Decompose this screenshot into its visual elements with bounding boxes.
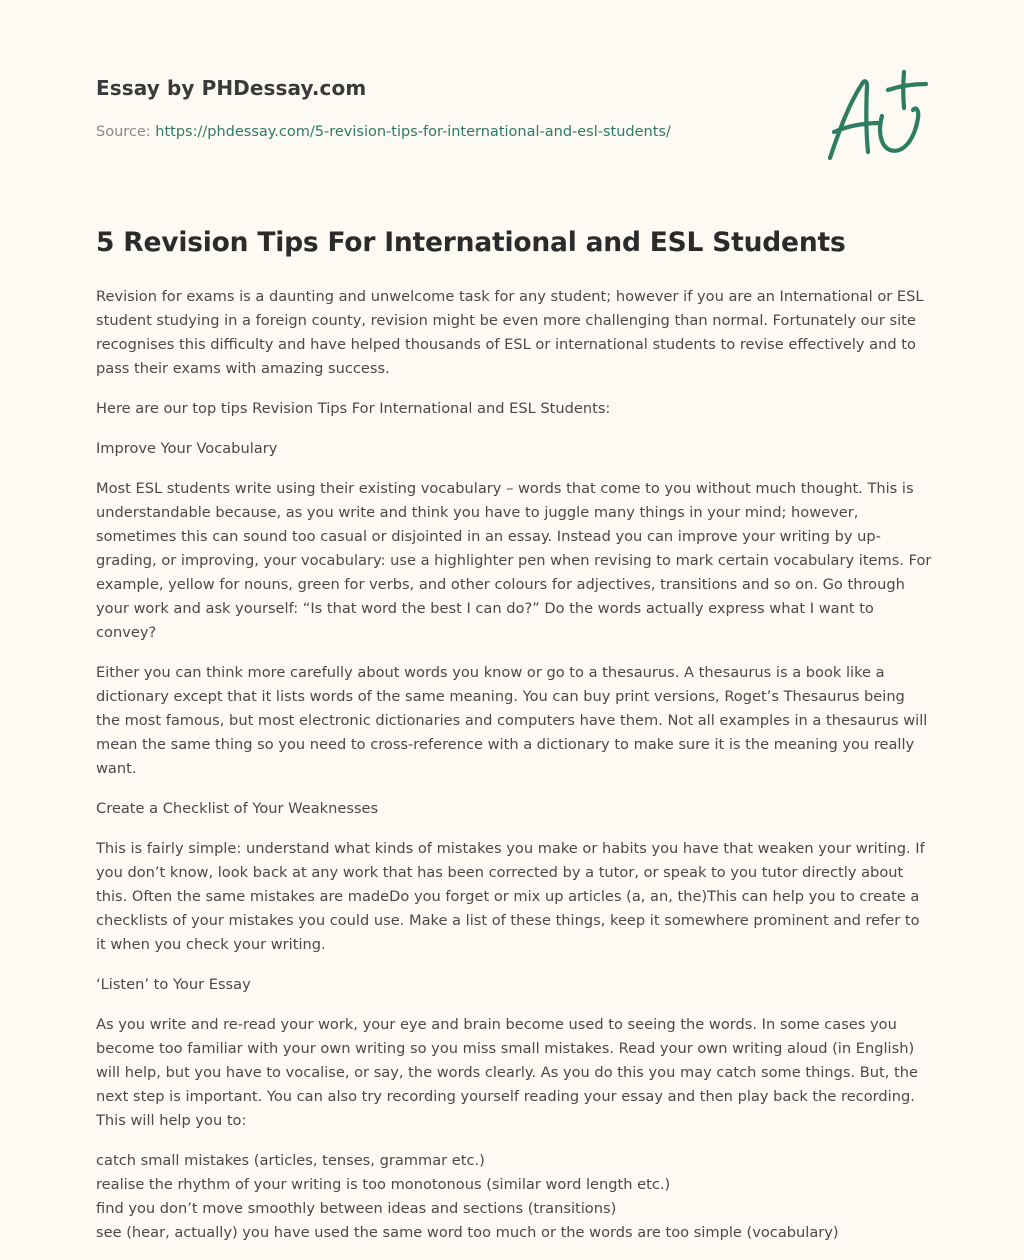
section-heading-listen: ‘Listen’ to Your Essay xyxy=(96,976,251,993)
section-heading-checklist: Create a Checklist of Your Weaknesses xyxy=(96,800,379,817)
source-link[interactable]: https://phdessay.com/5-revision-tips-for-international-and-esl-students/ xyxy=(155,124,671,140)
vocabulary-paragraph: Most ESL students write using their existing vocabulary – words that come to you without much thought. This is understandable because, as you write and think you have to juggle many things in your mind; however, sometimes this can sound too casual or disjointed in an essay. Instead you can improve your writing by up-grading, or improving, your vocabulary: use a highlighter pen when revising to mark certain vocabulary items. For example, yellow for nouns, green for verbs, and other colours for adjectives, transitions and so on. Go through your work and ask yourself: “Is that word the best I can do?” Do the words actually express what I want to convey? xyxy=(96,480,932,641)
list-item: find you don’t move smoothly between ideas and sections (transitions) xyxy=(96,1200,617,1217)
brand-name: Essay by PHDessay.com xyxy=(96,76,367,100)
page-title: 5 Revision Tips For International and ESL Students xyxy=(96,227,846,258)
list-item: see (hear, actually) you have used the same word too much or the words are too simple (vocabulary) xyxy=(96,1224,839,1241)
intro-paragraph: Revision for exams is a daunting and unwelcome task for any student; however if you are an International or ESL student studying in a foreign county, revision might be even more challenging than normal. Fortunately our site recognises this difficulty and have helped thousands of ESL or international students to revise effectively and to pass their exams with amazing success. xyxy=(96,288,924,377)
article-body xyxy=(96,285,932,1245)
list-item: catch small mistakes (articles, tenses, grammar etc.) xyxy=(96,1152,485,1169)
benefits-list xyxy=(96,1149,932,1245)
tips-intro: Here are our top tips Revision Tips For International and ESL Students: xyxy=(96,400,611,417)
list-item: realise the rhythm of your writing is too monotonous (similar word length etc.) xyxy=(96,1176,671,1193)
section-heading-vocabulary: Improve Your Vocabulary xyxy=(96,440,278,457)
checklist-paragraph: This is fairly simple: understand what kinds of mistakes you make or habits you have that weaken your writing. If you don’t know, look back at any work that has been corrected by a tutor, or speak to you tutor directly about this. Often the same mistakes are madeDo you forget or mix up articles (a, an, the)This can help you to create a checklists of your mistakes you could use. Make a list of these things, keep it somewhere prominent and refer to it when you check your writing. xyxy=(96,840,925,953)
a-plus-logo xyxy=(818,66,930,166)
thesaurus-paragraph: Either you can think more carefully about words you know or go to a thesaurus. A thesaurus is a book like a dictionary except that it lists words of the same meaning. You can buy print versions, Roget’s Thesaurus being the most famous, but most electronic dictionaries and computers have them. Not all examples in a thesaurus will mean the same thing so you need to cross-reference with a dictionary to make sure it is the meaning you really want. xyxy=(96,664,928,777)
listen-paragraph: As you write and re-read your work, your eye and brain become used to seeing the words. In some cases you become too familiar with your own writing so you miss small mistakes. Read your own writing aloud (in English) will help, but you have to vocalise, or say, the words clearly. As you do this you may catch some things. But, the next step is important. You can also try recording yourself reading your essay and then play back the recording. This will help you to: xyxy=(96,1016,919,1129)
source-line xyxy=(96,124,671,140)
source-label: Source: xyxy=(96,124,156,140)
